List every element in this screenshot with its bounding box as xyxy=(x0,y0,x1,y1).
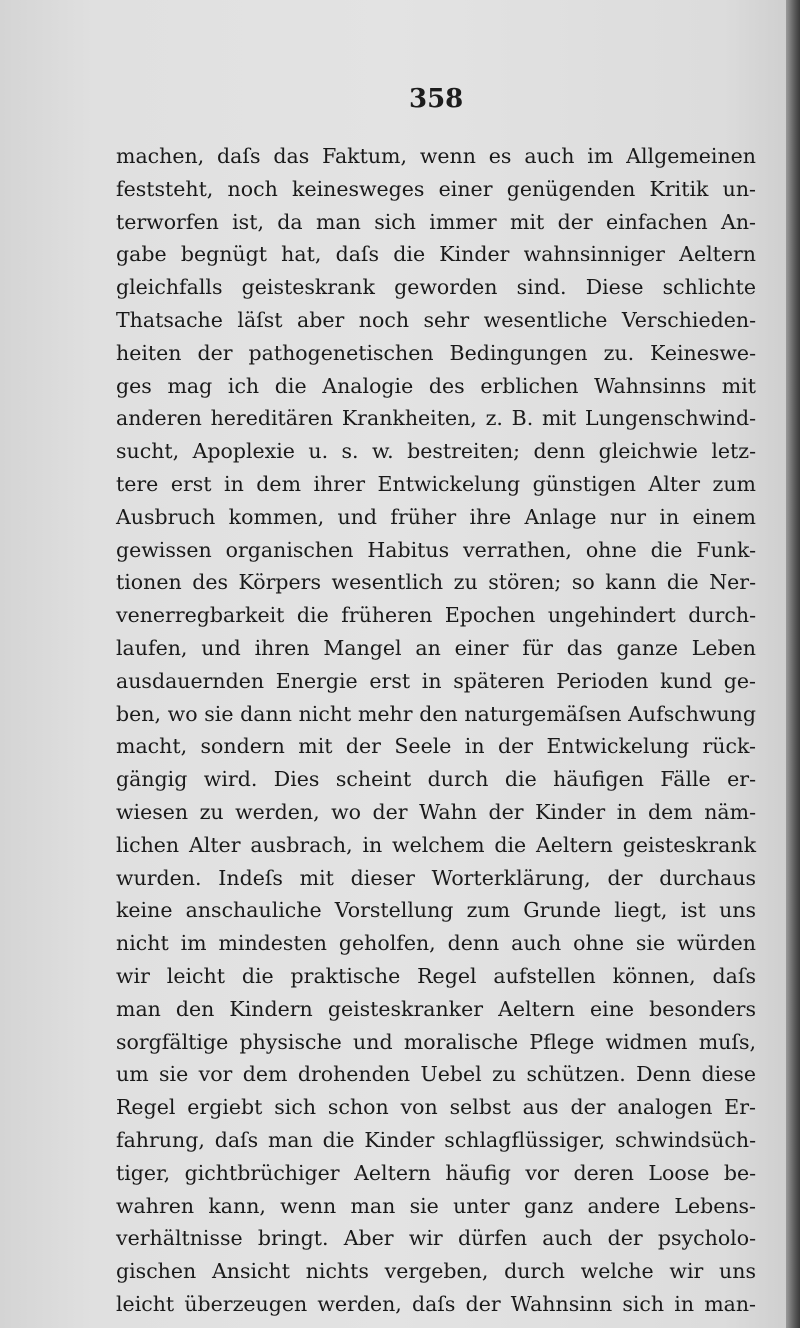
text-line: machen, daſs das Faktum, wenn es auch im Allgemeinen xyxy=(116,144,756,168)
text-line: man den Kindern geisteskranker Aeltern eine besonders xyxy=(116,996,756,1021)
text-line: gewissen organischen Habitus verrathen, ohne die Funk- xyxy=(116,537,756,562)
text-line: Ausbruch kommen, und früher ihre Anlage nur in einem xyxy=(116,504,756,529)
text-line: leicht überzeugen werden, daſs der Wahnsinn sich in man- xyxy=(116,1291,756,1316)
text-line: laufen, und ihren Mangel an einer für das ganze Leben xyxy=(116,635,756,660)
text-line: ges mag ich die Analogie des erblichen Wahnsinns mit xyxy=(116,373,756,398)
text-line: tionen des Körpers wesentlich zu stören; so kann die Ner- xyxy=(116,570,756,595)
text-line: terworfen ist, da man sich immer mit der einfachen An- xyxy=(116,209,756,234)
text-line: Thatsache läſst aber noch sehr wesentliche Verschieden- xyxy=(116,307,756,332)
text-line: gischen Ansicht nichts vergeben, durch welche wir uns xyxy=(116,1259,756,1284)
text-line: lichen Alter ausbrach, in welchem die Aeltern geisteskrank xyxy=(116,832,756,857)
text-line: tere erst in dem ihrer Entwickelung günstigen Alter zum xyxy=(116,471,756,496)
text-line: wir leicht die praktische Regel aufstellen können, daſs xyxy=(116,963,756,988)
text-line: ausdauernden Energie erst in späteren Perioden kund ge- xyxy=(116,668,756,693)
text-line: ben, wo sie dann nicht mehr den naturgemäſsen Aufschwung xyxy=(116,701,756,726)
text-line: um sie vor dem drohenden Uebel zu schützen. Denn diese xyxy=(116,1062,756,1087)
text-line: fahrung, daſs man die Kinder schlagflüssiger, schwindsüch- xyxy=(116,1127,756,1152)
text-line: Regel ergiebt sich schon von selbst aus der analogen Er- xyxy=(116,1095,756,1120)
text-line: verhältnisse bringt. Aber wir dürfen auch der psycholo- xyxy=(116,1226,756,1251)
text-line: wahren kann, wenn man sie unter ganz andere Lebens- xyxy=(116,1193,756,1218)
page-edge xyxy=(786,0,800,1328)
text-line: keine anschauliche Vorstellung zum Grunde liegt, ist uns xyxy=(116,898,756,923)
text-line: gleichfalls geisteskrank geworden sind. Diese schlichte xyxy=(116,275,756,300)
text-line: sorgfältige physische und moralische Pflege widmen muſs, xyxy=(116,1029,756,1054)
text-line: gabe begnügt hat, daſs die Kinder wahnsinniger Aeltern xyxy=(116,242,756,267)
text-line: nicht im mindesten geholfen, denn auch ohne sie würden xyxy=(116,931,756,956)
text-line: heiten der pathogenetischen Bedingungen zu. Keineswe- xyxy=(116,340,756,365)
text-line: venerregbarkeit die früheren Epochen ungehindert durch- xyxy=(116,603,756,628)
text-line: tiger, gichtbrüchiger Aeltern häufig vor deren Loose be- xyxy=(116,1160,756,1185)
text-line: gängig wird. Dies scheint durch die häufigen Fälle er- xyxy=(116,767,756,792)
body-text xyxy=(116,140,756,1321)
page-number: 358 xyxy=(409,84,464,114)
text-line: macht, sondern mit der Seele in der Entwickelung rück- xyxy=(116,734,756,759)
text-line: anderen hereditären Krankheiten, z. B. mit Lungenschwind- xyxy=(116,406,756,431)
text-line: wurden. Indeſs mit dieser Worterklärung, der durchaus xyxy=(116,865,756,890)
text-line: feststeht, noch keinesweges einer genügenden Kritik un- xyxy=(116,176,756,201)
text-line: sucht, Apoplexie u. s. w. bestreiten; denn gleichwie letz- xyxy=(116,439,756,464)
text-line: wiesen zu werden, wo der Wahn der Kinder in dem näm- xyxy=(116,799,756,824)
